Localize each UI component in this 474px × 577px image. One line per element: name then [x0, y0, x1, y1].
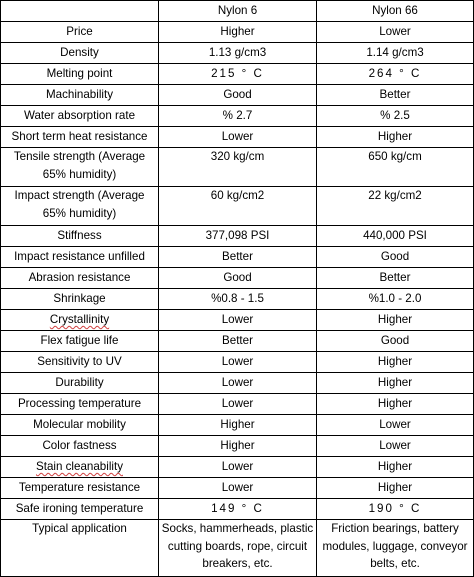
nylon66-cell: 650 kg/cm — [317, 148, 474, 187]
nylon66-cell: %1.0 - 2.0 — [317, 289, 474, 310]
property-cell: Processing temperature — [1, 394, 159, 415]
nylon6-cell: Better — [159, 331, 317, 352]
nylon66-cell: Higher — [317, 127, 474, 148]
table-row — [1, 64, 474, 85]
header-row — [1, 1, 474, 22]
nylon66-cell: Higher — [317, 373, 474, 394]
property-cell: Melting point — [1, 64, 159, 85]
table-row — [1, 85, 474, 106]
nylon6-cell: % 2.7 — [159, 106, 317, 127]
nylon6-cell: 320 kg/cm — [159, 148, 317, 187]
nylon66-cell: 264 ° C — [317, 64, 474, 85]
table-row — [1, 43, 474, 64]
table-row — [1, 373, 474, 394]
table-body — [1, 1, 474, 577]
nylon6-cell: Better — [159, 247, 317, 268]
property-cell: Abrasion resistance — [1, 268, 159, 289]
table-row — [1, 352, 474, 373]
table-row — [1, 148, 474, 187]
property-cell: Stiffness — [1, 226, 159, 247]
nylon6-cell: Good — [159, 268, 317, 289]
nylon66-cell: Higher — [317, 352, 474, 373]
table-row — [1, 457, 474, 478]
header-cell-nylon66: Nylon 66 — [317, 1, 474, 22]
table-row — [1, 520, 474, 577]
table-row — [1, 310, 474, 331]
table-row — [1, 499, 474, 520]
table-row — [1, 247, 474, 268]
nylon66-cell: Lower — [317, 22, 474, 43]
property-cell: Price — [1, 22, 159, 43]
nylon66-cell: Good — [317, 247, 474, 268]
nylon66-cell: 1.14 g/cm3 — [317, 43, 474, 64]
property-cell: Impact strength (Average 65% humidity) — [1, 187, 159, 226]
nylon6-cell: Lower — [159, 478, 317, 499]
table-row — [1, 436, 474, 457]
property-cell: Density — [1, 43, 159, 64]
property-cell: Machinability — [1, 85, 159, 106]
nylon66-cell: % 2.5 — [317, 106, 474, 127]
property-cell: Tensile strength (Average 65% humidity) — [1, 148, 159, 187]
header-cell-property — [1, 1, 159, 22]
nylon66-cell: Better — [317, 268, 474, 289]
nylon6-cell: Lower — [159, 310, 317, 331]
nylon6-cell: Socks, hammerheads, plastic cutting boards, rope, circuit breakers, etc. — [159, 520, 317, 577]
nylon6-cell: Higher — [159, 415, 317, 436]
property-cell: Temperature resistance — [1, 478, 159, 499]
nylon6-cell: 149 ° C — [159, 499, 317, 520]
table-row — [1, 226, 474, 247]
table-row — [1, 268, 474, 289]
nylon66-cell: Higher — [317, 310, 474, 331]
property-text-spellcheck: Stain cleanability — [35, 460, 123, 473]
nylon6-cell: Lower — [159, 373, 317, 394]
property-cell: Water absorption rate — [1, 106, 159, 127]
property-cell: Color fastness — [1, 436, 159, 457]
table-row — [1, 187, 474, 226]
header-cell-nylon6: Nylon 6 — [159, 1, 317, 22]
nylon66-cell: Better — [317, 85, 474, 106]
nylon66-cell: Lower — [317, 415, 474, 436]
property-cell: Safe ironing temperature — [1, 499, 159, 520]
nylon6-cell: 60 kg/cm2 — [159, 187, 317, 226]
nylon66-cell: 22 kg/cm2 — [317, 187, 474, 226]
nylon66-cell: 190 ° C — [317, 499, 474, 520]
property-cell: Molecular mobility — [1, 415, 159, 436]
nylon66-cell: Lower — [317, 436, 474, 457]
property-cell — [1, 457, 159, 478]
table-row — [1, 127, 474, 148]
property-text-spellcheck: Crystallinity — [49, 313, 110, 326]
property-cell — [1, 310, 159, 331]
property-cell: Impact resistance unfilled — [1, 247, 159, 268]
table-row — [1, 394, 474, 415]
property-cell: Sensitivity to UV — [1, 352, 159, 373]
nylon6-cell: 215 ° C — [159, 64, 317, 85]
table-row — [1, 478, 474, 499]
table-row — [1, 22, 474, 43]
nylon66-cell: Friction bearings, battery modules, luggage, conveyor belts, etc. — [317, 520, 474, 577]
nylon6-cell: Lower — [159, 127, 317, 148]
nylon6-cell: Higher — [159, 436, 317, 457]
nylon66-cell: Good — [317, 331, 474, 352]
nylon6-cell: Lower — [159, 394, 317, 415]
property-cell: Durability — [1, 373, 159, 394]
nylon66-cell: Higher — [317, 394, 474, 415]
property-cell: Short term heat resistance — [1, 127, 159, 148]
table-row — [1, 415, 474, 436]
nylon6-cell: Lower — [159, 457, 317, 478]
nylon6-cell: %0.8 - 1.5 — [159, 289, 317, 310]
property-cell: Typical application — [1, 520, 159, 577]
property-cell: Flex fatigue life — [1, 331, 159, 352]
nylon66-cell: Higher — [317, 478, 474, 499]
table-row — [1, 106, 474, 127]
nylon6-cell: 377,098 PSI — [159, 226, 317, 247]
nylon6-cell: Good — [159, 85, 317, 106]
table-row — [1, 289, 474, 310]
property-cell: Shrinkage — [1, 289, 159, 310]
nylon66-cell: Higher — [317, 457, 474, 478]
table-row — [1, 331, 474, 352]
nylon6-cell: Lower — [159, 352, 317, 373]
nylon6-cell: Higher — [159, 22, 317, 43]
nylon6-cell: 1.13 g/cm3 — [159, 43, 317, 64]
nylon66-cell: 440,000 PSI — [317, 226, 474, 247]
